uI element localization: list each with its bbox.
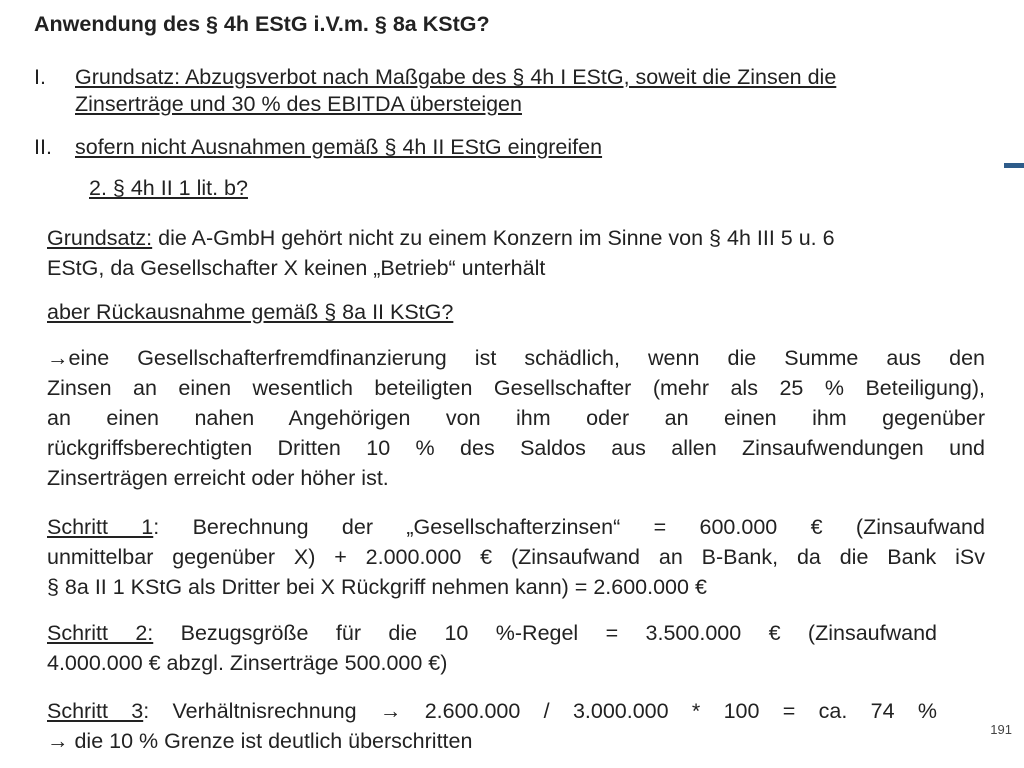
- explanation-line-2: Zinsen an einen wesentlich beteiligten Gesellschafter (mehr als 25 % Beteiligung),: [47, 376, 985, 400]
- step-1-paragraph: [47, 512, 985, 602]
- step-2-line-2: 4.000.000 € abzgl. Zinserträge 500.000 €): [47, 651, 448, 675]
- step-1-line-2: unmittelbar gegenüber X) + 2.000.000 € (Zinsaufwand an B-Bank, da die Bank iSv: [47, 545, 985, 569]
- grundsatz-line-2: EStG, da Gesellschafter X keinen „Betrieb“ unterhält: [47, 256, 546, 280]
- step-2-paragraph: [47, 618, 937, 678]
- step-3-line-1: Verhältnisrechnung → 2.600.000 / 3.000.000 * 100 = ca. 74 %: [149, 699, 937, 723]
- list-item-2-line-1: sofern nicht Ausnahmen gemäß § 4h II EStG eingreifen: [75, 135, 603, 159]
- sub-item: 2. § 4h II 1 lit. b?: [89, 176, 248, 200]
- grundsatz-label: Grundsatz:: [47, 226, 153, 250]
- explanation-line-4: rückgriffsberechtigten Dritten 10 % des Saldos aus allen Zinsaufwendungen und: [47, 436, 985, 460]
- list-item-2: [34, 134, 994, 161]
- list-item-1-number: I.: [34, 65, 46, 89]
- step-3-label: Schritt 3: [47, 699, 144, 723]
- step-3-label-suffix: :: [143, 699, 150, 723]
- explanation-paragraph: [47, 343, 985, 493]
- list-item-1-line-1: Grundsatz: Abzugsverbot nach Maßgabe des § 4h I EStG, soweit die Zinsen die: [75, 65, 837, 89]
- step-1-label: Schritt 1: [47, 515, 154, 539]
- list-item-2-number: II.: [34, 135, 52, 159]
- explanation-line-5: Zinserträgen erreicht oder höher ist.: [47, 466, 389, 490]
- page-number: 191: [990, 722, 1012, 737]
- explanation-line-1: eine Gesellschafterfremdfinanzierung ist schädlich, wenn die Summe aus den: [68, 346, 985, 370]
- step-3-paragraph: [47, 696, 937, 756]
- step-1-label-suffix: :: [153, 515, 160, 539]
- step-3-line-2: → die 10 % Grenze ist deutlich überschritten: [47, 729, 473, 753]
- arrow-icon: →: [47, 346, 69, 370]
- explanation-line-3: an einen nahen Angehörigen von ihm oder an einen ihm gegenüber: [47, 406, 985, 430]
- grundsatz-line-1: die A-GmbH gehört nicht zu einem Konzern im Sinne von § 4h III 5 u. 6: [152, 226, 835, 250]
- grundsatz-paragraph: [47, 223, 985, 283]
- accent-bar: [1004, 163, 1024, 168]
- step-1-line-3: § 8a II 1 KStG als Dritter bei X Rückgriff nehmen kann) = 2.600.000 €: [47, 575, 707, 599]
- rueckausnahme-heading: aber Rückausnahme gemäß § 8a II KStG?: [47, 300, 454, 324]
- list-item-1-line-2: Zinserträge und 30 % des EBITDA übersteigen: [75, 92, 522, 116]
- step-2-label: Schritt 2:: [47, 621, 154, 645]
- list-item-1: [34, 64, 994, 118]
- slide-title: Anwendung des § 4h EStG i.V.m. § 8a KStG?: [34, 12, 490, 36]
- step-1-line-1: Berechnung der „Gesellschafterzinsen“ = 600.000 € (Zinsaufwand: [159, 515, 985, 539]
- step-2-line-1: Bezugsgröße für die 10 %-Regel = 3.500.000 € (Zinsaufwand: [153, 621, 937, 645]
